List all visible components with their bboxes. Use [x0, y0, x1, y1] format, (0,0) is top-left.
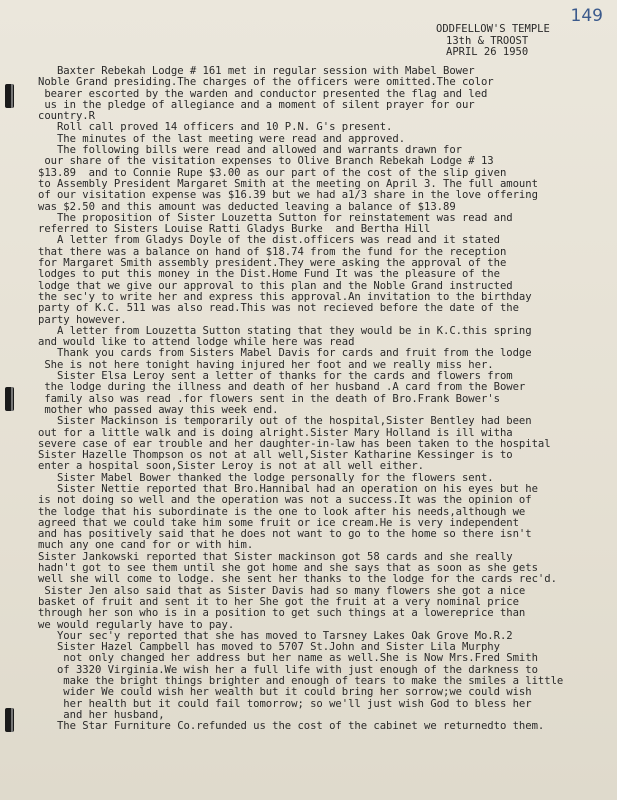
text-line: bearer escorted by the warden and conductor presented the flag and led	[38, 87, 488, 100]
text-line: was $2.50 and this amount was deducted leaving a balance of $13.89	[38, 200, 456, 213]
text-line: through her son who is in a position to get such things at a lowereprice than	[38, 607, 526, 620]
text-line: out for a little walk and is doing alright.Sister Mary Holland is ill witha	[38, 426, 513, 439]
text-line: the lodge that his subordinate is the one to look after his needs,although we	[38, 505, 526, 518]
text-line: not only changed her address but her name as well.She is Now Mrs.Fred Smith	[38, 652, 538, 665]
text-line: Thank you cards from Sisters Mabel Davis for cards and fruit from the lodge	[38, 347, 532, 360]
text-line: of our visitation expense was $16.39 but we had a1/3 share in the love offering	[38, 189, 538, 202]
text-line: Sister Jankowski reported that Sister mackinson got 58 cards and she really	[38, 550, 513, 563]
text-line: agreed that we could take him some fruit or ice cream.He is very independent	[38, 516, 519, 529]
text-line: country.R	[38, 110, 95, 123]
text-line: the sec'y to write her and express this approval.An invitation to the birthday	[38, 290, 532, 303]
text-line: and her husband,	[38, 708, 165, 721]
text-line: and has positively said that he does not want to go to the home so there isn't	[38, 528, 532, 541]
page-number: 149	[570, 6, 603, 26]
text-line: wider We could wish her wealth but it could bring her sorrow;we could wish	[38, 686, 532, 699]
text-line: her health but it could fail tomorrow; so we'll just wish God to bless her	[38, 697, 532, 710]
binder-hole-bottom	[5, 708, 14, 732]
header-date: APRIL 26 1950	[446, 46, 529, 58]
text-line: Sister Hazelle Thompson os not at all well,Sister Katharine Kessinger is to	[38, 449, 513, 462]
text-line: $13.89 and to Connie Rupe $3.00 as our part of the cost of the slip given	[38, 166, 507, 179]
text-line: that there was a balance on hand of $18.74 from the fund for the reception	[38, 245, 507, 258]
text-line: A letter from Louzetta Sutton stating that they would be in K.C.this spring	[38, 324, 532, 337]
text-line: Sister Nettie reported that Bro.Hannibal had an operation on his eyes but he	[38, 482, 538, 495]
text-line: to Assembly President Margaret Smith at the meeting on April 3. The full amount	[38, 177, 538, 190]
header-address: 13th & TROOST	[446, 34, 529, 47]
text-line: The proposition of Sister Louzetta Sutton for reinstatement was read and	[38, 211, 513, 224]
text-line: The minutes of the last meeting were read and approved.	[38, 132, 406, 145]
text-line: Sister Mabel Bower thanked the lodge personally for the flowers sent.	[38, 471, 494, 484]
text-line: we would regularly have to pay.	[38, 618, 235, 631]
text-line: The following bills were read and allowed and warrants drawn for	[38, 144, 462, 157]
text-line: A letter from Gladys Doyle of the dist.officers was read and it stated	[38, 234, 500, 247]
text-line: lodge that we give our approval to this plan and the Noble Grand instructed	[38, 279, 513, 292]
binder-hole-middle	[5, 387, 14, 411]
text-line: us in the pledge of allegiance and a moment of silent prayer for our	[38, 98, 475, 111]
text-line: Baxter Rebekah Lodge # 161 met in regular session with Mabel Bower	[38, 65, 475, 77]
text-line: make the bright things brighter and enough of tears to make the smiles a little	[38, 675, 564, 688]
text-line: for Margaret Smith assembly president.They were asking the approval of the	[38, 257, 507, 270]
text-line: hadn't got to see them until she got home and she says that as soon as she gets	[38, 562, 538, 575]
text-line: Sister Mackinson is temporarily out of the hospital,Sister Bentley had been	[38, 415, 532, 428]
text-line: much any one cand for or with him.	[38, 539, 254, 552]
text-line: Sister Jen also said that as Sister Davis had so many flowers she got a nice	[38, 584, 526, 597]
text-line: party of K.C. 511 was also read.This was not recieved before the date of the	[38, 302, 519, 315]
text-line: Noble Grand presiding.The charges of the officers were omitted.The color	[38, 76, 494, 89]
text-line: well she will come to lodge. she sent her thanks to the lodge for the cards rec'd.	[38, 573, 557, 586]
binder-hole-top	[5, 84, 14, 108]
minutes-body	[38, 66, 614, 733]
text-line: Sister Elsa Leroy sent a letter of thanks for the cards and flowers from	[38, 370, 513, 383]
text-line: of 3320 Virginia.We wish her a full life with just enough of the darkness to	[38, 663, 538, 676]
text-line: is not doing so well and the operation was not a success.It was the opinion of	[38, 494, 532, 507]
text-line: party however.	[38, 313, 127, 326]
text-line: enter a hospital soon,Sister Leroy is not at all well either.	[38, 460, 425, 473]
text-line: She is not here tonight having injured her foot and we really miss her.	[38, 358, 494, 371]
text-line: Your sec'y reported that she has moved to Tarsney Lakes Oak Grove Mo.R.2	[38, 629, 513, 642]
meeting-header	[436, 24, 612, 59]
text-line: severe case of ear trouble and her daughter-in-law has been taken to the hospital	[38, 437, 551, 450]
text-line: the lodge during the illness and death of her husband .A card from the Bower	[38, 381, 526, 394]
text-line: Sister Hazel Campbell has moved to 5707 St.John and Sister Lila Murphy	[38, 641, 500, 654]
text-line: Roll call proved 14 officers and 10 P.N. G's present.	[38, 121, 393, 134]
text-line: our share of the visitation expenses to Olive Branch Rebekah Lodge # 13	[38, 155, 494, 168]
text-line: basket of fruit and sent it to her She got the fruit at a very nominal price	[38, 595, 519, 608]
text-line: and would like to attend lodge while here was read	[38, 336, 355, 349]
text-line: The Star Furniture Co.refunded us the cost of the cabinet we returnedto them.	[38, 720, 545, 733]
header-location: ODDFELLOW'S TEMPLE	[436, 23, 550, 35]
text-line: mother who passed away this week end.	[38, 403, 279, 416]
text-line: lodges to put this money in the Dist.Home Fund It was the pleasure of the	[38, 268, 500, 281]
text-line: family also was read .for flowers sent in the death of Bro.Frank Bower's	[38, 392, 500, 405]
text-line: referred to Sisters Louise Ratti Gladys Burke and Bertha Hill	[38, 223, 431, 236]
